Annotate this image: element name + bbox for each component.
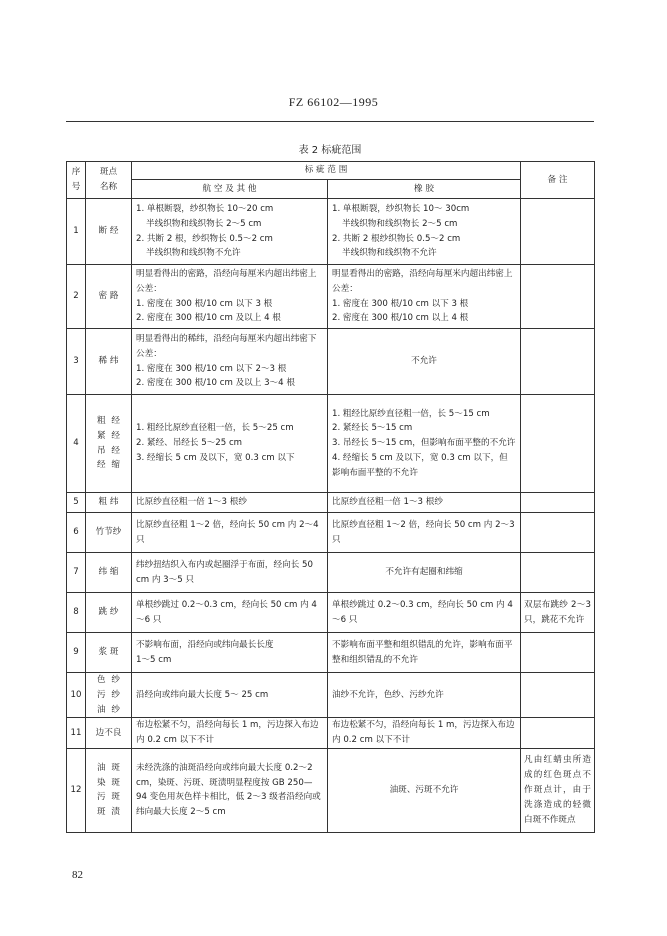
rubber-scope-cell: 油斑、污斑不允许	[328, 748, 521, 832]
col-remark-header: 备 注	[521, 162, 595, 199]
defect-name: 粗 经 紧 经 吊 经 经 缩	[86, 395, 132, 493]
rubber-scope-cell: 不允许有起圈和纬缩	[328, 553, 521, 593]
defect-name: 边不良	[86, 718, 132, 749]
aviation-scope-cell: 布边松紧不匀，沿经向每长 1 m，污边探入布边内 0.2 cm 以下不计	[132, 718, 328, 749]
remark-cell	[521, 199, 595, 265]
aviation-scope-cell: 沿经向或纬向最大长度 5～ 25 cm	[132, 673, 328, 718]
defect-name: 浆 斑	[86, 633, 132, 673]
table-title: 表 2 标疵范围	[298, 145, 362, 156]
table-row	[67, 493, 595, 513]
col-no-header: 序 号	[67, 162, 86, 199]
aviation-scope-cell: 明显看得出的稀纬，沿经向每厘米内超出纬密下公差： 1. 密度在 300 根/10 cm 以下 2～3 根 2. 密度在 300 根/10 cm 及以上 3～4 根	[132, 329, 328, 395]
row-number: 1	[67, 199, 86, 265]
aviation-scope-cell: 比原纱直径粗 1～2 倍，经向长 50 cm 内 2～4 只	[132, 513, 328, 553]
remark-cell: 双层布跳纱 2～3 只，跳花不允许	[521, 593, 595, 633]
table-row	[67, 593, 595, 633]
rubber-scope-cell: 比原纱直径粗 1～2 倍，经向长 50 cm 内 2～3 只	[328, 513, 521, 553]
rubber-scope-cell: 1. 单根断裂，纱织物长 10～ 30cm 半线织物和线织物长 2～5 cm 2. 共断 2 根纱织物长 0.5～2 cm 半线织物和线织物不允许	[328, 199, 521, 265]
row-number: 7	[67, 553, 86, 593]
header-rule	[66, 121, 594, 122]
defect-name: 稀 纬	[86, 329, 132, 395]
remark-cell	[521, 633, 595, 673]
rubber-scope-cell: 布边松紧不匀，沿经向每长 1 m，污边探入布边内 0.2 cm 以下不计	[328, 718, 521, 749]
remark-cell	[521, 329, 595, 395]
table-row	[67, 553, 595, 593]
table-row	[67, 633, 595, 673]
table-row	[67, 265, 595, 329]
defect-name: 断 经	[86, 199, 132, 265]
row-number: 9	[67, 633, 86, 673]
document-code: FZ 66102—1995	[288, 95, 379, 109]
row-number: 6	[67, 513, 86, 553]
table-row	[67, 748, 595, 832]
aviation-scope-cell: 单根纱跳过 0.2～0.3 cm，经向长 50 cm 内 4～6 只	[132, 593, 328, 633]
row-number: 12	[67, 748, 86, 832]
row-number: 3	[67, 329, 86, 395]
remark-cell	[521, 513, 595, 553]
remark-cell	[521, 395, 595, 493]
defect-name: 竹节纱	[86, 513, 132, 553]
aviation-scope-cell: 1. 单根断裂，纱织物长 10～20 cm 半线织物和线织物长 2～5 cm 2. 共断 2 根，纱织物长 0.5～2 cm 半线织物和线织物不允许	[132, 199, 328, 265]
aviation-scope-cell: 比原纱直径粗一倍 1～3 根纱	[132, 493, 328, 513]
remark-cell: 凡由红蜻虫所造成的红色斑点不作斑点计，由于洗涤造成的轻微白斑不作斑点	[521, 748, 595, 832]
aviation-scope-cell: 明显看得出的密路，沿经向每厘米内超出纬密上公差： 1. 密度在 300 根/10 cm 以下 3 根 2. 密度在 300 根/10 cm 及以上 4 根	[132, 265, 328, 329]
table-row	[67, 513, 595, 553]
defect-name: 油 斑 染 斑 污 斑 斑 渍	[86, 748, 132, 832]
table-row	[67, 329, 595, 395]
aviation-scope-cell: 未经洗涤的油斑沿经向或纬向最大长度 0.2～2 cm，染斑、污斑、斑渍明显程度按 GB 250—94 变色用灰色样卡相比，低 2～3 级者沿经向或纬向最大长度 2～5 cm	[132, 748, 328, 832]
aviation-scope-cell: 1. 粗经比原纱直径粗一倍，长 5～25 cm 2. 紧经、吊经长 5～25 cm 3. 经缩长 5 cm 及以下，宽 0.3 cm 以下	[132, 395, 328, 493]
remark-cell	[521, 265, 595, 329]
defect-name: 密 路	[86, 265, 132, 329]
aviation-scope-cell: 纬纱扭结织入布内或起圈浮于布面，经向长 50 cm 内 3～5 只	[132, 553, 328, 593]
aviation-scope-cell: 不影响布面，沿经向或纬向最长长度 1～5 cm	[132, 633, 328, 673]
rubber-scope-cell: 不允许	[328, 329, 521, 395]
table-row	[67, 395, 595, 493]
remark-cell	[521, 673, 595, 718]
col-aviation-header: 航 空 及 其 他	[132, 180, 328, 199]
remark-cell	[521, 718, 595, 749]
col-scope-header: 标 疵 范 围	[132, 162, 521, 180]
defect-name: 粗 纬	[86, 493, 132, 513]
table-row	[67, 199, 595, 265]
row-number: 4	[67, 395, 86, 493]
defect-name: 跳 纱	[86, 593, 132, 633]
page-number: 82	[72, 869, 83, 881]
table-row	[67, 718, 595, 749]
rubber-scope-cell: 单根纱跳过 0.2～0.3 cm，经向长 50 cm 内 4～6 只	[328, 593, 521, 633]
rubber-scope-cell: 不影响布面平整和组织错乱的允许，影响布面平整和组织错乱的不允许	[328, 633, 521, 673]
rubber-scope-cell: 明显看得出的密路，沿经向每厘米内超出纬密上公差： 1. 密度在 300 根/10 cm 以下 3 根 2. 密度在 300 根/10 cm 以上 4 根	[328, 265, 521, 329]
defect-name: 色纱 污纱 油纱	[86, 673, 132, 718]
row-number: 11	[67, 718, 86, 749]
col-rubber-header: 橡 胶	[328, 180, 521, 199]
col-name-header: 斑点 名称	[86, 162, 132, 199]
row-number: 5	[67, 493, 86, 513]
table-row	[67, 673, 595, 718]
rubber-scope-cell: 油纱不允许，色纱、污纱允许	[328, 673, 521, 718]
defect-scope-table	[66, 161, 595, 833]
defect-name: 纬 缩	[86, 553, 132, 593]
rubber-scope-cell: 比原纱直径粗一倍 1～3 根纱	[328, 493, 521, 513]
row-number: 8	[67, 593, 86, 633]
remark-cell	[521, 493, 595, 513]
rubber-scope-cell: 1. 粗经比原纱直径粗一倍，长 5～15 cm 2. 紧经长 5～15 cm 3. 吊经长 5～15 cm，但影响布面平整的不允许 4. 经缩长 5 cm 及以下，宽 0.3 cm 以下，但影响布面平整的不允许	[328, 395, 521, 493]
row-number: 10	[67, 673, 86, 718]
remark-cell	[521, 553, 595, 593]
row-number: 2	[67, 265, 86, 329]
